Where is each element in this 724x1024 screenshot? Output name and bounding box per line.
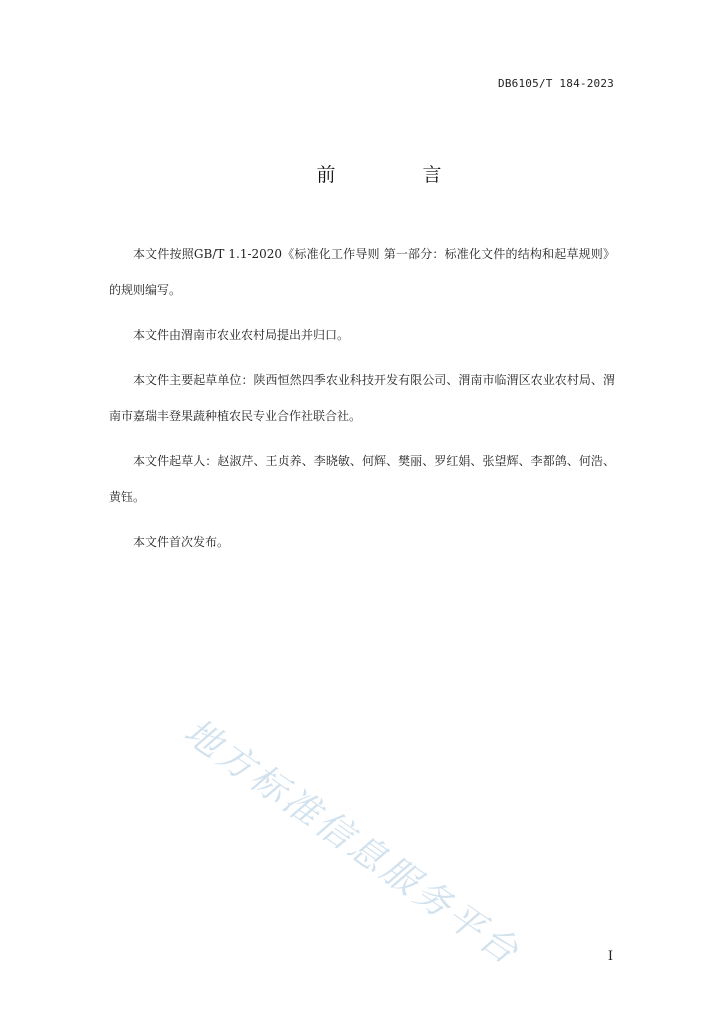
- paragraph-drafters: 本文件起草人：赵淑芹、王贞养、李晓敏、何辉、樊丽、罗红娟、张望辉、李都鸽、何浩、黄钰。: [109, 454, 615, 504]
- foreword-body: [109, 236, 615, 569]
- paragraph-first-release: 本文件首次发布。: [133, 535, 230, 549]
- paragraph-drafting-rules: 本文件按照GB/T 1.1-2020《标准化工作导则 第一部分：标准化文件的结构和起草规则》的规则编写。: [109, 247, 615, 297]
- page-title: 前 言: [316, 164, 476, 186]
- standard-code: DB6105/T 184-2023: [498, 77, 614, 90]
- watermark: 地方标准信息服务平台: [176, 711, 528, 975]
- page-number: I: [607, 949, 613, 964]
- paragraph-drafting-units: 本文件主要起草单位：陕西恒然四季农业科技开发有限公司、渭南市临渭区农业农村局、渭南市嘉瑞丰登果蔬种植农民专业合作社联合社。: [109, 373, 615, 423]
- paragraph-proposer: 本文件由渭南市农业农村局提出并归口。: [133, 328, 350, 342]
